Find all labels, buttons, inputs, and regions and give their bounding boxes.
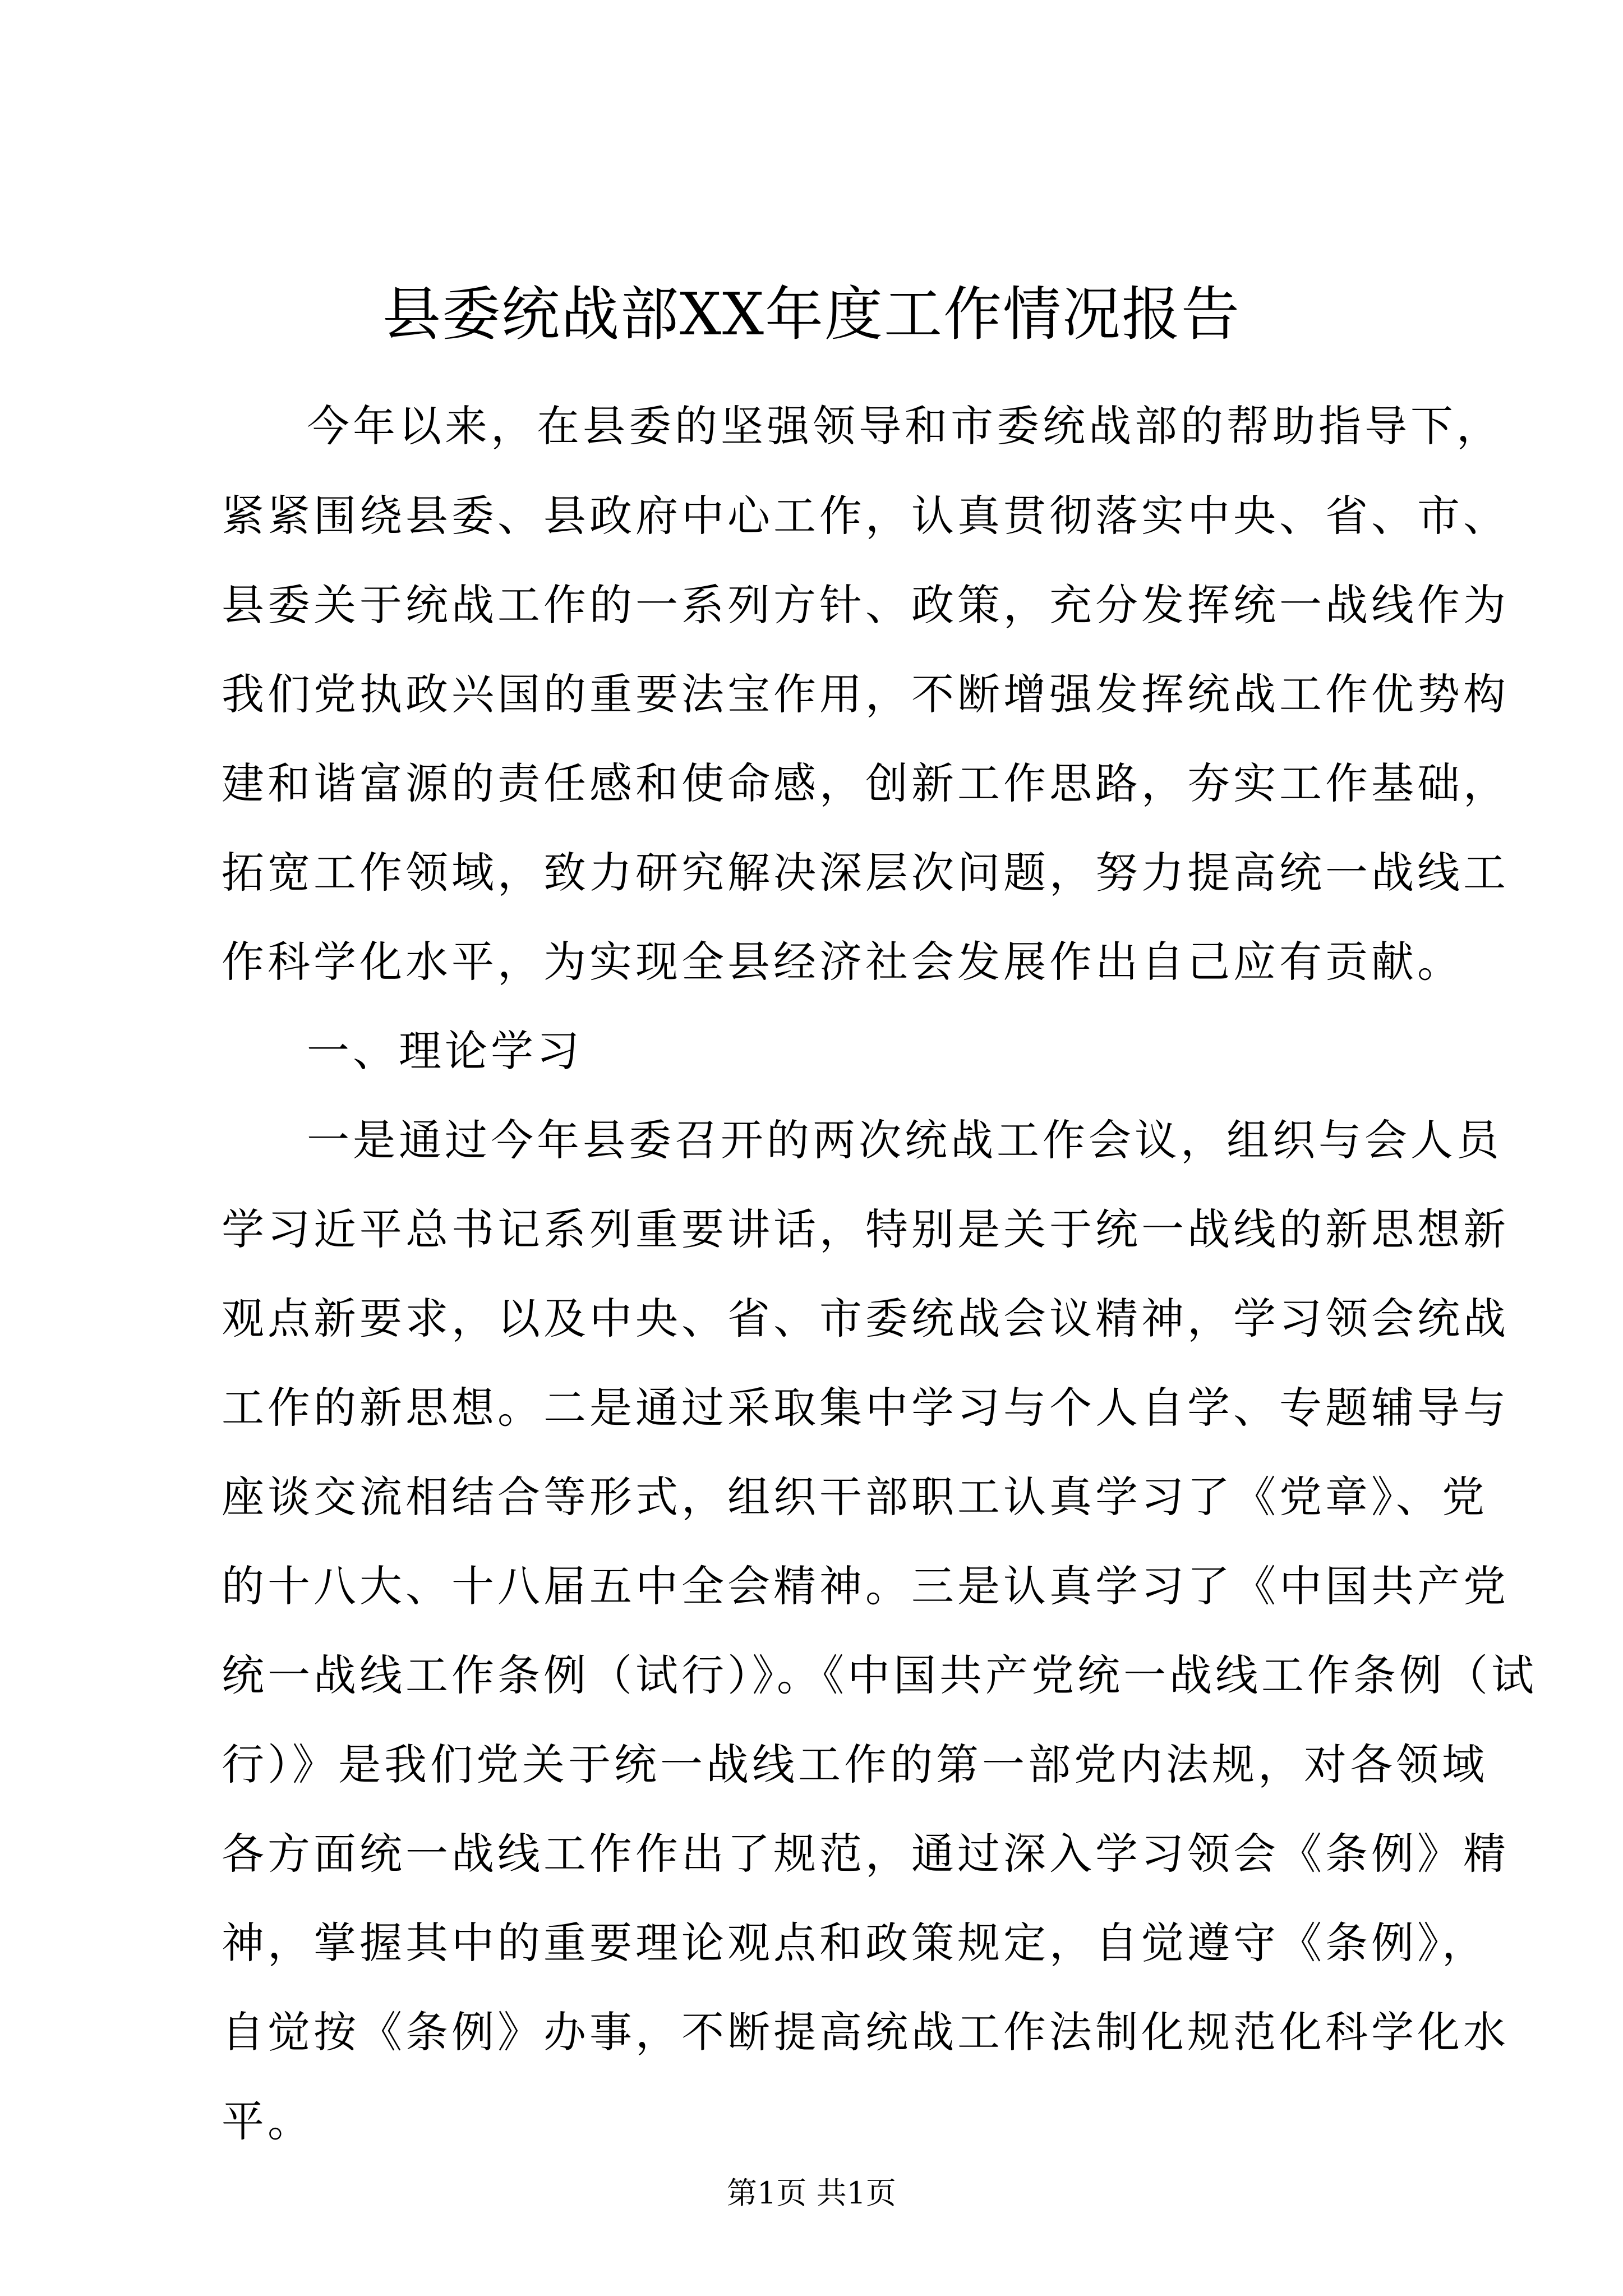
paragraph-line: 统一战线工作条例（试行）》。《中国共产党统一战线工作条例（试	[222, 1650, 1537, 1700]
paragraph-line: 拓宽工作领域，致力研究解决深层次问题，努力提高统一战线工	[222, 848, 1509, 898]
paragraph-line: 今年以来，在县委的坚强领导和市委统战部的帮助指导下，	[307, 401, 1502, 451]
paragraph-line: 作科学化水平，为实现全县经济社会发展作出自己应有贡献。	[222, 937, 1463, 987]
section-heading: 一、理论学习	[307, 1026, 583, 1076]
paragraph-line: 座谈交流相结合等形式，组织干部职工认真学习了《党章》、党	[222, 1472, 1488, 1522]
paragraph-line: 平。	[222, 2096, 313, 2146]
paragraph-line: 紧紧围绕县委、县政府中心工作，认真贯彻落实中央、省、市、	[222, 491, 1509, 541]
paragraph-line: 观点新要求，以及中央、省、市委统战会议精神，学习领会统战	[222, 1294, 1509, 1343]
paragraph-line: 神，掌握其中的重要理论观点和政策规定，自觉遵守《条例》，	[222, 1918, 1488, 1968]
paragraph-line: 的十八大、十八届五中全会精神。三是认真学习了《中国共产党	[222, 1561, 1509, 1611]
paragraph-line: 学习近平总书记系列重要讲话，特别是关于统一战线的新思想新	[222, 1204, 1509, 1254]
paragraph-line: 建和谐富源的责任感和使命感，创新工作思路，夯实工作基础，	[222, 758, 1509, 808]
page-footer: 第1页 共1页	[727, 2175, 896, 2211]
document-title: 县委统战部XX年度工作情况报告	[382, 280, 1241, 348]
paragraph-line: 各方面统一战线工作作出了规范，通过深入学习领会《条例》精	[222, 1829, 1509, 1879]
paragraph-line: 我们党执政兴国的重要法宝作用，不断增强发挥统战工作优势构	[222, 669, 1509, 719]
paragraph-line: 行）》是我们党关于统一战线工作的第一部党内法规，对各领域	[222, 1740, 1488, 1789]
paragraph-line: 工作的新思想。二是通过采取集中学习与个人自学、专题辅导与	[222, 1383, 1509, 1433]
paragraph-line: 自觉按《条例》办事，不断提高统战工作法制化规范化科学化水	[222, 2007, 1509, 2057]
paragraph-line: 县委关于统战工作的一系列方针、政策，充分发挥统一战线作为	[222, 580, 1509, 630]
paragraph-line: 一是通过今年县委召开的两次统战工作会议，组织与会人员	[307, 1115, 1502, 1165]
